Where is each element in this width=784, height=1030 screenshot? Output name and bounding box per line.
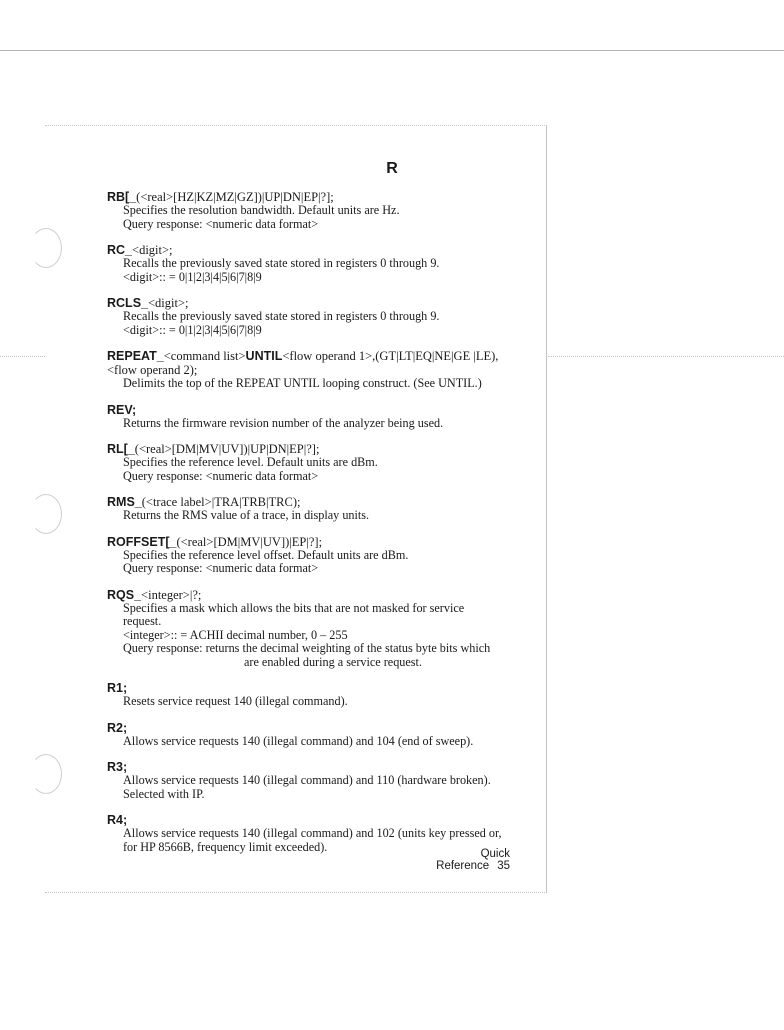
command-parameters: (<real>[DM|MV|UV])|UP|DN|EP|?]; xyxy=(134,442,320,456)
description-line: for HP 8566B, frequency limit exceeded). xyxy=(123,839,328,854)
command-parameters: (<trace label>|TRA|TRB|TRC); xyxy=(141,495,301,509)
command-parameters: <digit>; xyxy=(132,243,173,257)
description-line: Returns the RMS value of a trace, in display units. xyxy=(123,508,370,522)
command-parameters: <integer>|?; xyxy=(141,587,202,602)
description-line: Recalls the previously saved state stored in registers 0 through 9. xyxy=(123,256,440,270)
description-line: request. xyxy=(123,614,162,628)
top-crop-rule xyxy=(45,125,545,126)
command-syntax xyxy=(107,349,507,377)
section-letter: R xyxy=(386,160,398,177)
command-syntax xyxy=(107,403,507,417)
punch-hole-2 xyxy=(30,494,62,534)
description-line: Allows service requests 140 (illegal command) and 110 (hardware broken). xyxy=(123,773,491,787)
page-edge-line xyxy=(546,125,547,893)
command-syntax xyxy=(107,813,507,827)
description-line: Query response: <numeric data format> xyxy=(123,468,319,483)
command-entry xyxy=(107,588,507,670)
description-line: Specifies the reference level. Default units are dBm. xyxy=(123,455,378,469)
description-line: <digit>:: = 0|1|2|3|4|5|6|7|8|9 xyxy=(123,322,262,337)
command-keyword: REPEAT_ xyxy=(107,349,164,363)
command-parameters: <command list> xyxy=(163,349,246,363)
page-number: 35 xyxy=(497,860,510,872)
command-syntax xyxy=(107,243,507,257)
description-line: Delimits the top of the REPEAT UNTIL looping construct. (See UNTIL.) xyxy=(123,376,482,390)
description-line: Allows service requests 140 (illegal command) and 102 (units key pressed or, xyxy=(123,826,502,840)
command-syntax xyxy=(107,721,507,735)
footer-label: Quick Reference xyxy=(436,848,510,872)
description-line: <integer>:: = ACHII decimal number, 0 – 255 xyxy=(123,627,348,642)
command-keyword: REV; xyxy=(107,402,137,417)
description-line: Query response: <numeric data format> xyxy=(123,216,319,231)
description-line: Query response: returns the decimal weighting of the status byte bits which xyxy=(123,641,491,655)
command-keyword: RQS_ xyxy=(107,587,142,602)
command-syntax xyxy=(107,760,507,774)
description-line: Allows service requests 140 (illegal command) and 104 (end of sweep). xyxy=(123,733,474,748)
description-line: Recalls the previously saved state stored in registers 0 through 9. xyxy=(123,309,440,323)
command-entry xyxy=(107,403,507,431)
description-line: Selected with IP. xyxy=(123,786,205,801)
command-keyword: RCLS_ xyxy=(107,296,148,310)
command-parameters: (<real>[HZ|KZ|MZ|GZ])|UP|DN|EP|?]; xyxy=(136,190,334,204)
command-syntax xyxy=(107,588,507,602)
command-entry xyxy=(107,495,507,523)
punch-hole-3 xyxy=(30,754,62,794)
command-keyword: ROFFSET[_ xyxy=(107,534,177,549)
command-syntax xyxy=(107,681,507,695)
command-entries xyxy=(107,190,507,866)
command-entry xyxy=(107,349,507,391)
command-entry xyxy=(107,760,507,801)
description-line: Specifies a mask which allows the bits that are not masked for service xyxy=(123,600,465,615)
command-entry xyxy=(107,296,507,337)
command-parameters: <flow operand 1>,(GT|LT|EQ|NE|GE |LE),<flow operand 2); xyxy=(107,349,499,377)
command-keyword: R3; xyxy=(107,760,128,774)
bottom-crop-rule xyxy=(45,892,545,893)
description-line: Returns the firmware revision number of the analyzer being used. xyxy=(123,415,444,430)
description-line: Query response: <numeric data format> xyxy=(123,561,319,575)
command-parameters: <digit>; xyxy=(147,296,189,310)
description-line: Resets service request 140 (illegal command). xyxy=(123,694,348,708)
description-line: Specifies the reference level offset. Default units are dBm. xyxy=(123,547,409,562)
command-entry xyxy=(107,243,507,284)
command-keyword: R4; xyxy=(107,813,128,827)
top-rule xyxy=(0,50,784,51)
command-keyword: R1; xyxy=(107,681,128,695)
command-syntax xyxy=(107,495,507,509)
command-entry xyxy=(107,535,507,576)
command-entry xyxy=(107,442,507,483)
command-keyword: RC_ xyxy=(107,243,133,257)
command-keyword: RMS_ xyxy=(107,495,142,509)
description-continuation-line: are enabled during a service request. xyxy=(244,654,422,669)
command-keyword: RB[_ xyxy=(107,190,137,204)
description-line: Specifies the resolution bandwidth. Default units are Hz. xyxy=(123,203,400,217)
right-crop-mark xyxy=(548,356,784,357)
command-syntax xyxy=(107,190,507,204)
punch-hole-1 xyxy=(30,228,62,268)
command-syntax xyxy=(107,296,507,310)
command-entry xyxy=(107,190,507,231)
command-keyword: UNTIL xyxy=(245,349,283,363)
command-syntax xyxy=(107,442,507,456)
command-entry xyxy=(107,681,507,709)
description-line: <digit>:: = 0|1|2|3|4|5|6|7|8|9 xyxy=(123,269,262,284)
command-syntax xyxy=(107,535,507,549)
left-crop-mark xyxy=(0,356,45,357)
command-keyword: RL[_ xyxy=(107,442,135,456)
command-keyword: R2; xyxy=(107,720,128,735)
command-entry xyxy=(107,721,507,749)
command-parameters: (<real>[DM|MV|UV])|EP|?]; xyxy=(176,534,323,549)
page-footer xyxy=(420,848,510,872)
